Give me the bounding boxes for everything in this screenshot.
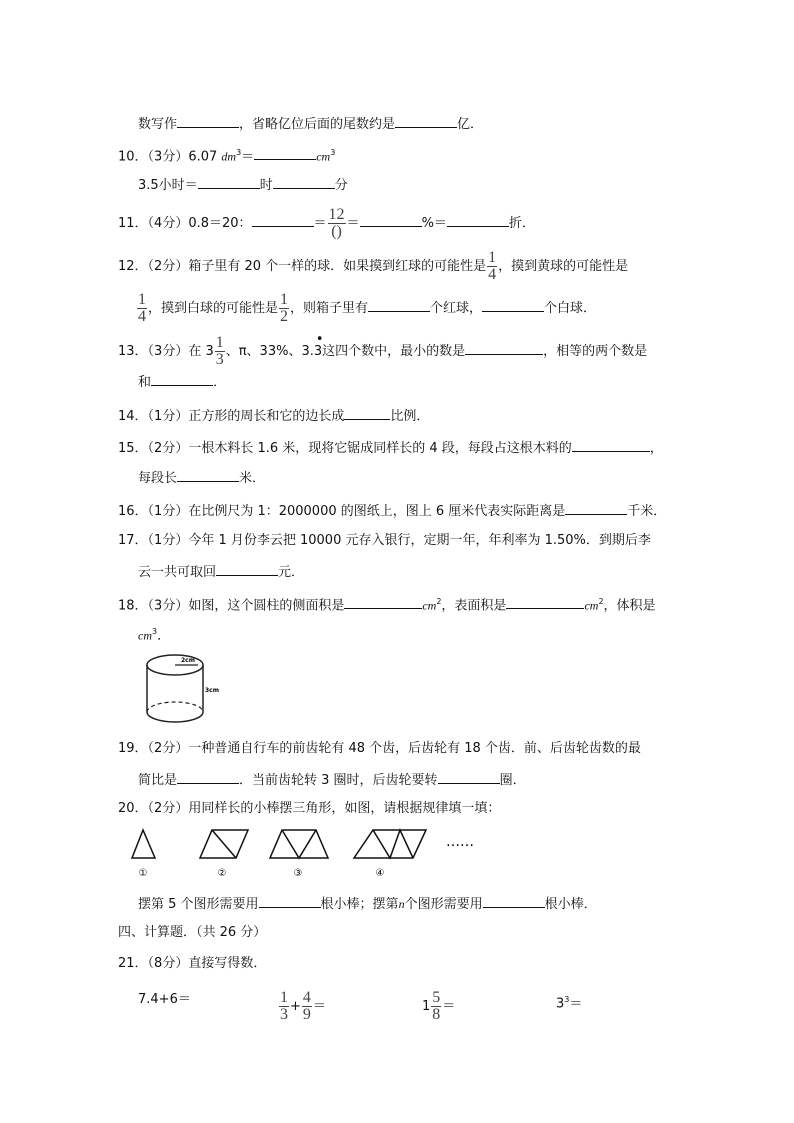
radius-label: 2cm: [181, 657, 195, 664]
calc-3: 1 $\frac{5}{8}$ ＝: [422, 989, 456, 1023]
question-15: 15．（2分）一根木料长 1.6 米，现将它锯成同样长的 4 段，每段占这根木料的 ，: [118, 437, 663, 459]
question-14: 14．（1分）正方形的周长和它的边长成 比例．: [118, 405, 429, 427]
question-18: 18．（3分）如图，这个圆柱的侧面积是 $cm^2$，表面积是 $cm^2$，体积是: [118, 592, 656, 616]
section-4-heading: 四、计算题．（共 26 分）: [118, 925, 267, 940]
pattern-3: [270, 830, 328, 858]
question-18-part2: $cm^3$．: [138, 627, 171, 644]
calc-4: $3^3=$: [556, 995, 583, 1012]
question-15-part2: 每段长 米．: [138, 467, 265, 489]
question-13-part2: 和 ．: [138, 371, 226, 393]
question-12: 12．（2分）箱子里有 20 个一样的球．如果摸到红球的可能性是 $\frac{1}{4}$ ，摸到黄球的可能性是: [118, 249, 629, 283]
calc-2: $\frac{1}{3}$ + $\frac{4}{9}$ ＝: [280, 989, 326, 1023]
calc-1: 7.4+6＝: [138, 992, 191, 1007]
height-label: 3cm: [205, 687, 219, 694]
question-13: 13．（3分）在 3 $\frac{1}{3}$ 、π、33%、3. • 3这四个数中，最小的数是 ，相等的两个数是: [118, 332, 648, 368]
question-10: 10．（3分）6.07 $dm^3= cm^3$: [118, 143, 335, 167]
question-17-part2: 云一共可取回 元．: [138, 561, 304, 583]
cylinder-figure: [138, 650, 228, 726]
svg-text:……: ……: [446, 834, 474, 850]
question-21: 21．（8分）直接写得数．: [118, 956, 267, 971]
pattern-1: [132, 830, 155, 858]
question-20-part2: 摆第 5 个图形需要用 根小棒；摆第n个图形需要用 根小棒．: [138, 893, 597, 915]
svg-text:①: ①: [138, 868, 148, 879]
question-17: 17．（1分）今年 1 月份李云把 10000 元存入银行，定期一年，年利率为 1.50%．到期后李: [118, 533, 651, 548]
svg-text:④: ④: [375, 868, 385, 879]
svg-text:③: ③: [293, 868, 303, 879]
question-19: 19．（2分）一种普通自行车的前齿轮有 48 个齿，后齿轮有 18 个齿．前、后齿轮齿数的最: [118, 741, 641, 756]
svg-text:②: ②: [217, 868, 227, 879]
question-12-part2: $\frac{1}{4}$ ，摸到白球的可能性是 $\frac{1}{2}$ ，则箱子里有 个红球， 个白球．: [138, 291, 597, 325]
question-11: 11．（4分）0.8＝20： ＝ 12 () ＝ %＝ 折．: [118, 206, 535, 240]
triangle-pattern-figure: [130, 826, 500, 882]
pattern-4: [354, 830, 426, 858]
pattern-2: [200, 830, 248, 858]
question-10-part2: 3.5小时＝ 时 分: [138, 174, 348, 196]
question-20: 20．（2分）用同样长的小棒摆三角形，如图，请根据规律填一填：: [118, 801, 501, 816]
q9-continued: 数写作 ，省略亿位后面的尾数约是 亿．: [138, 113, 483, 135]
question-19-part2: 简比是 ．当前齿轮转 3 圈时，后齿轮要转 圈．: [138, 769, 526, 791]
question-16: 16．（1分）在比例尺为 1：2000000 的图纸上，图上 6 厘米代表实际距离是 千米．: [118, 500, 666, 522]
